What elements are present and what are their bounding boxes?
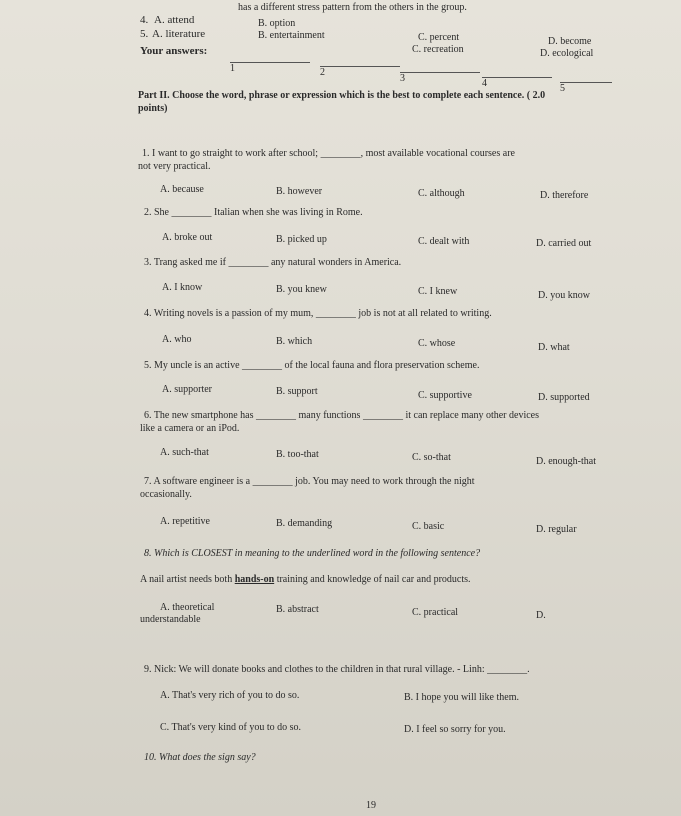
answer-slot-5[interactable]: 5 xyxy=(560,82,612,94)
q5-opt-b[interactable]: B. support xyxy=(276,386,318,397)
q6-opt-a[interactable]: A. such-that xyxy=(160,447,209,458)
q3-option-a[interactable]: A. I know xyxy=(162,282,203,293)
q7-opt-b[interactable]: B. demanding xyxy=(276,518,333,529)
q8-sentence xyxy=(140,574,471,586)
q7-stem-cont: occasionally. xyxy=(140,489,192,500)
q8-prompt: 8. Which is CLOSEST in meaning to the underlined word in the following sentence? xyxy=(144,548,481,559)
q8-opt-d[interactable]: D. xyxy=(536,610,546,621)
q3-option-c[interactable]: C. I knew xyxy=(418,286,458,297)
q6-opt-c[interactable]: C. so-that xyxy=(412,452,451,463)
q6-stem-cont: like a camera or an iPod. xyxy=(140,423,240,434)
q5-opt-d[interactable]: D. supported xyxy=(538,392,590,403)
q4-option-b: B. option xyxy=(258,18,296,29)
header-top-line: has a different stress pattern from the others in the group. xyxy=(238,2,467,13)
q5-stem: 5. My uncle is an active ________ of the local fauna and flora preservation scheme. xyxy=(144,360,480,371)
answer-slot-1[interactable]: 1 xyxy=(230,62,310,74)
part2-title-cont: points) xyxy=(138,103,168,114)
q4-opt-c[interactable]: C. whose xyxy=(418,338,456,349)
answer-grid xyxy=(230,56,615,92)
q9-opt-b[interactable]: B. I hope you will like them. xyxy=(404,692,519,703)
q4-option-d: D. become xyxy=(548,36,592,47)
q1-stem: 1. I want to go straight to work after school; ________, most available vocational courses are xyxy=(142,148,515,159)
q9-opt-a[interactable]: A. That's very rich of you to do so. xyxy=(160,690,300,701)
q3-stem: 3. Trang asked me if ________ any natural wonders in America. xyxy=(144,257,402,268)
q5-option-b: B. entertainment xyxy=(258,30,325,41)
q7-stem: 7. A software engineer is a ________ job. You may need to work through the night xyxy=(144,476,475,487)
q5-opt-a[interactable]: A. supporter xyxy=(162,384,212,395)
q6-opt-b[interactable]: B. too-that xyxy=(276,449,319,460)
q1-option-d[interactable]: D. therefore xyxy=(540,190,589,201)
page-number: 19 xyxy=(366,800,376,811)
q4-number: 4. xyxy=(140,14,149,26)
q4-stem: 4. Writing novels is a passion of my mum, ________ job is not at all related to writing. xyxy=(144,308,492,319)
q8-opt-d-cont: understandable xyxy=(140,614,201,625)
q2-option-d[interactable]: D. carried out xyxy=(536,238,592,249)
part2-title: Part II. Choose the word, phrase or expression which is the best to complete each sentence. ( 2.0 xyxy=(138,90,546,101)
q1-option-a[interactable]: A. because xyxy=(160,184,204,195)
q7-opt-a[interactable]: A. repetitive xyxy=(160,516,210,527)
answer-slot-2[interactable]: 2 xyxy=(320,66,400,78)
q9-opt-d[interactable]: D. I feel so sorry for you. xyxy=(404,724,506,735)
q2-option-b[interactable]: B. picked up xyxy=(276,234,327,245)
answer-slot-4[interactable]: 4 xyxy=(482,77,552,89)
q5-option-a: A. literature xyxy=(152,28,206,40)
q8-opt-a[interactable]: A. theoretical xyxy=(160,602,215,613)
q3-option-b[interactable]: B. you knew xyxy=(276,284,327,295)
q8-underlined-word: hands-on xyxy=(234,574,275,585)
q4-opt-d[interactable]: D. what xyxy=(538,342,570,353)
q5-opt-c[interactable]: C. supportive xyxy=(418,390,472,401)
q7-opt-c[interactable]: C. basic xyxy=(412,521,445,532)
q8-opt-b[interactable]: B. abstract xyxy=(276,604,319,615)
q9-stem: 9. Nick: We will donate books and clothes to the children in that rural village. - Linh: ________. xyxy=(144,664,530,675)
q5-number: 5. xyxy=(140,28,149,40)
q8-sentence-after: training and knowledge of nail car and products. xyxy=(274,574,471,585)
q2-stem: 2. She ________ Italian when she was living in Rome. xyxy=(144,207,363,218)
q6-stem: 6. The new smartphone has ________ many functions ________ it can replace many other devices xyxy=(144,410,539,421)
q3-option-d[interactable]: D. you know xyxy=(538,290,590,301)
q8-opt-c[interactable]: C. practical xyxy=(412,607,459,618)
q4-option-c: C. percent xyxy=(418,32,460,43)
q1-stem-cont: not very practical. xyxy=(138,161,211,172)
q10-prompt: 10. What does the sign say? xyxy=(144,752,256,763)
q6-opt-d[interactable]: D. enough-that xyxy=(536,456,596,467)
q1-option-b[interactable]: B. however xyxy=(276,186,323,197)
q4-option-a: A. attend xyxy=(154,14,195,26)
q2-option-c[interactable]: C. dealt with xyxy=(418,236,470,247)
q5-option-c: C. recreation xyxy=(412,44,464,55)
answers-label: Your answers: xyxy=(140,45,208,57)
q8-sentence-before: A nail artist needs both xyxy=(140,574,235,585)
q9-opt-c[interactable]: C. That's very kind of you to do so. xyxy=(160,722,302,733)
q7-opt-d[interactable]: D. regular xyxy=(536,524,577,535)
q5-option-d: D. ecological xyxy=(540,48,594,59)
q4-opt-a[interactable]: A. who xyxy=(162,334,192,345)
q1-option-c[interactable]: C. although xyxy=(418,188,465,199)
answer-slot-3[interactable]: 3 xyxy=(400,72,480,84)
q4-opt-b[interactable]: B. which xyxy=(276,336,313,347)
q2-option-a[interactable]: A. broke out xyxy=(162,232,213,243)
